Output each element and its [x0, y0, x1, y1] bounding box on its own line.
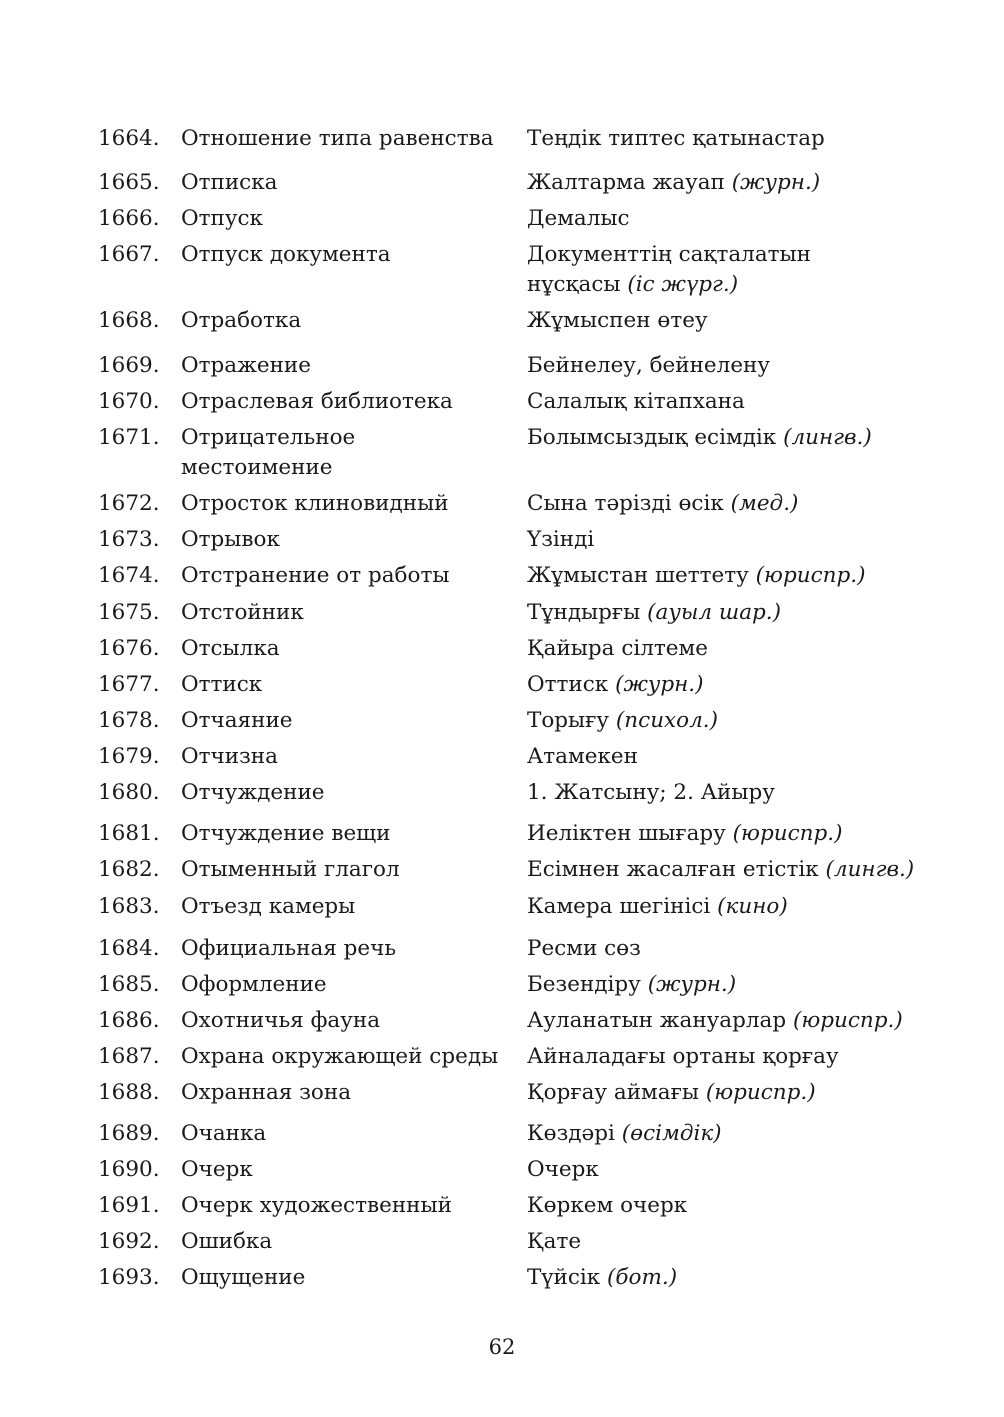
russian-term-line: Охотничья фауна: [181, 1008, 381, 1033]
kazakh-term: [527, 525, 947, 555]
kazakh-term-text: Камера шегінісі: [527, 894, 711, 919]
kazakh-term: [527, 1119, 947, 1149]
kazakh-term: [527, 168, 947, 198]
usage-label: (лингв.): [783, 425, 872, 450]
kazakh-term-line: [527, 742, 947, 772]
usage-label: (юриспр.): [755, 563, 866, 588]
kazakh-term-text: Очерк: [527, 1157, 599, 1182]
russian-term: [181, 670, 511, 700]
kazakh-term: [527, 934, 947, 964]
kazakh-term-text: Көздәрі: [527, 1121, 615, 1146]
russian-term-line: Отчаяние: [181, 708, 293, 733]
russian-term-line: Отчуждение вещи: [181, 821, 391, 846]
kazakh-term-line: [527, 204, 947, 234]
russian-term-line: Отчизна: [181, 744, 278, 769]
kazakh-term-text: Айналадағы ортаны қорғау: [527, 1044, 839, 1069]
entry-number: 1676.: [98, 636, 160, 661]
kazakh-term: [527, 819, 947, 849]
kazakh-term-text: Теңдік типтес қатынастар: [527, 126, 825, 151]
entry-number: 1671.: [98, 425, 160, 450]
usage-label: (журн.): [615, 672, 704, 697]
russian-term-line: Оформление: [181, 972, 327, 997]
entry-number: 1685.: [98, 972, 160, 997]
russian-term: [181, 706, 511, 736]
kazakh-term-text: Сына тәрізді өсік: [527, 491, 724, 516]
russian-term-line: местоимение: [181, 455, 333, 480]
russian-term: [181, 204, 511, 234]
kazakh-term: [527, 423, 947, 453]
usage-label: (лингв.): [825, 857, 915, 882]
kazakh-term-line: [527, 1263, 947, 1293]
russian-term-line: Отрывок: [181, 527, 280, 552]
kazakh-term-text: Қате: [527, 1229, 582, 1254]
usage-label: (іс жүрг.): [627, 272, 739, 297]
russian-term-line: Отражение: [181, 353, 311, 378]
russian-term-line: Охрана окружающей среды: [181, 1044, 499, 1069]
russian-term-line: Очерк: [181, 1157, 253, 1182]
russian-term-line: Отрицательное: [181, 425, 356, 450]
kazakh-term: [527, 892, 947, 922]
kazakh-term: [527, 561, 947, 591]
russian-term: [181, 525, 511, 555]
kazakh-term-text: Торығу: [527, 708, 610, 733]
russian-term: [181, 1191, 511, 1221]
russian-term: [181, 387, 511, 417]
russian-term: [181, 124, 511, 154]
entry-number: 1669.: [98, 353, 160, 378]
russian-term-line: Отчуждение: [181, 780, 325, 805]
usage-label: (мед.): [730, 491, 799, 516]
kazakh-term-text: Бейнелеу, бейнелену: [527, 353, 771, 378]
kazakh-term-line: [527, 351, 947, 381]
kazakh-term: [527, 706, 947, 736]
kazakh-term-text: нұсқасы: [527, 272, 621, 297]
kazakh-term-line: [527, 934, 947, 964]
entry-number: 1682.: [98, 857, 160, 882]
entry-number: 1688.: [98, 1080, 160, 1105]
kazakh-term: [527, 1263, 947, 1293]
entry-number: 1686.: [98, 1008, 160, 1033]
kazakh-term-line: [527, 387, 947, 417]
kazakh-term-line: [527, 1191, 947, 1221]
usage-label: (юриспр.): [792, 1008, 903, 1033]
russian-term: [181, 634, 511, 664]
entry-number: 1666.: [98, 206, 160, 231]
kazakh-term-line: [527, 525, 947, 555]
russian-term: [181, 970, 511, 1000]
kazakh-term-text: Жұмыстан шеттету: [527, 563, 749, 588]
kazakh-term: [527, 306, 947, 336]
kazakh-term-line: [527, 423, 947, 453]
russian-term-line: Охранная зона: [181, 1080, 352, 1105]
kazakh-term: [527, 1078, 947, 1108]
entry-number: 1678.: [98, 708, 160, 733]
kazakh-term-text: Документтің сақталатын: [527, 242, 811, 267]
kazakh-term: [527, 204, 947, 234]
russian-term-line: Отпуск: [181, 206, 263, 231]
entry-number: 1687.: [98, 1044, 160, 1069]
entry-number: 1664.: [98, 126, 160, 151]
kazakh-term-line: [527, 270, 947, 300]
russian-term: [181, 1263, 511, 1293]
kazakh-term: [527, 598, 947, 628]
russian-term: [181, 1078, 511, 1108]
russian-term-line: Ощущение: [181, 1265, 306, 1290]
russian-term-line: Отстранение от работы: [181, 563, 450, 588]
entry-number: 1680.: [98, 780, 160, 805]
usage-label: (кино): [717, 894, 788, 919]
russian-term-line: Отыменный глагол: [181, 857, 400, 882]
kazakh-term-line: [527, 489, 947, 519]
russian-term: [181, 892, 511, 922]
russian-term: [181, 351, 511, 381]
kazakh-term: [527, 778, 947, 808]
kazakh-term-line: [527, 634, 947, 664]
kazakh-term-line: [527, 240, 947, 270]
kazakh-term: [527, 670, 947, 700]
usage-label: (журн.): [647, 972, 737, 997]
usage-label: (ауыл шар.): [647, 600, 782, 625]
kazakh-term-line: [527, 1078, 947, 1108]
kazakh-term-text: Көркем очерк: [527, 1193, 688, 1218]
kazakh-term: [527, 1191, 947, 1221]
russian-term-line: Отъезд камеры: [181, 894, 356, 919]
russian-term: [181, 1155, 511, 1185]
kazakh-term: [527, 1227, 947, 1257]
kazakh-term-text: 1. Жатсыну; 2. Айыру: [527, 780, 775, 805]
kazakh-term-text: Болымсыздық есімдік: [527, 425, 777, 450]
kazakh-term: [527, 124, 947, 154]
russian-term-line: Ошибка: [181, 1229, 273, 1254]
kazakh-term-text: Демалыс: [527, 206, 630, 231]
entry-number: 1683.: [98, 894, 160, 919]
usage-label: (журн.): [731, 170, 821, 195]
entry-number: 1684.: [98, 936, 160, 961]
kazakh-term-line: [527, 561, 947, 591]
entry-number: 1673.: [98, 527, 160, 552]
kazakh-term-line: [527, 1006, 947, 1036]
kazakh-term-line: [527, 706, 947, 736]
kazakh-term-text: Түйсік: [527, 1265, 601, 1290]
entry-number: 1692.: [98, 1229, 160, 1254]
entry-number: 1665.: [98, 170, 160, 195]
page-number: 62: [488, 1335, 516, 1359]
usage-label: (бот.): [607, 1265, 678, 1290]
kazakh-term: [527, 387, 947, 417]
entry-number: 1672.: [98, 491, 160, 516]
entry-number: 1690.: [98, 1157, 160, 1182]
russian-term: [181, 561, 511, 591]
kazakh-term-line: [527, 1119, 947, 1149]
entry-number: 1689.: [98, 1121, 160, 1146]
kazakh-term: [527, 1155, 947, 1185]
russian-term: [181, 855, 511, 885]
entry-number: 1675.: [98, 600, 160, 625]
kazakh-term-text: Есімнен жасалған етістік: [527, 857, 819, 882]
entry-number: 1681.: [98, 821, 160, 846]
kazakh-term: [527, 489, 947, 519]
entry-number: 1679.: [98, 744, 160, 769]
russian-term-line: Официальная речь: [181, 936, 397, 961]
russian-term-line: Отстойник: [181, 600, 304, 625]
kazakh-term-line: [527, 124, 947, 154]
russian-term: [181, 306, 511, 336]
kazakh-term-text: Үзінді: [527, 527, 595, 552]
kazakh-term-text: Ресми сөз: [527, 936, 641, 961]
russian-term: [181, 1042, 511, 1072]
russian-term-line: Отношение типа равенства: [181, 126, 494, 151]
kazakh-term-line: [527, 892, 947, 922]
kazakh-term-line: [527, 819, 947, 849]
entry-number: 1693.: [98, 1265, 160, 1290]
kazakh-term-line: [527, 970, 947, 1000]
kazakh-term-text: Атамекен: [527, 744, 638, 769]
russian-term-line: Очанка: [181, 1121, 267, 1146]
kazakh-term: [527, 351, 947, 381]
russian-term: [181, 423, 511, 483]
kazakh-term-line: [527, 1227, 947, 1257]
kazakh-term-text: Ауланатын жануарлар: [527, 1008, 787, 1033]
russian-term: [181, 240, 511, 270]
kazakh-term: [527, 1006, 947, 1036]
entry-number: 1691.: [98, 1193, 160, 1218]
entry-number: 1670.: [98, 389, 160, 414]
kazakh-term: [527, 240, 947, 300]
kazakh-term-line: [527, 598, 947, 628]
kazakh-term-text: Иеліктен шығару: [527, 821, 726, 846]
russian-term: [181, 598, 511, 628]
kazakh-term-text: Жалтарма жауап: [527, 170, 725, 195]
kazakh-term-line: [527, 168, 947, 198]
usage-label: (юриспр.): [705, 1080, 816, 1105]
russian-term: [181, 819, 511, 849]
kazakh-term-text: Оттиск: [527, 672, 609, 697]
russian-term: [181, 1006, 511, 1036]
kazakh-term: [527, 970, 947, 1000]
entry-number: 1674.: [98, 563, 160, 588]
russian-term-line: Очерк художественный: [181, 1193, 452, 1218]
russian-term-line: Отпуск документа: [181, 242, 391, 267]
russian-term: [181, 1119, 511, 1149]
kazakh-term-line: [527, 670, 947, 700]
kazakh-term-text: Безендіру: [527, 972, 641, 997]
kazakh-term-text: Қорғау аймағы: [527, 1080, 699, 1105]
kazakh-term-text: Қайыра сілтеме: [527, 636, 708, 661]
russian-term: [181, 778, 511, 808]
entry-number: 1677.: [98, 672, 160, 697]
kazakh-term-line: [527, 1155, 947, 1185]
usage-label: (психол.): [615, 708, 719, 733]
kazakh-term-text: Жұмыспен өтеу: [527, 308, 708, 333]
russian-term: [181, 742, 511, 772]
russian-term-line: Отработка: [181, 308, 302, 333]
russian-term: [181, 489, 511, 519]
russian-term-line: Отросток клиновидный: [181, 491, 449, 516]
kazakh-term-text: Салалық кітапхана: [527, 389, 745, 414]
kazakh-term: [527, 634, 947, 664]
russian-term: [181, 168, 511, 198]
russian-term-line: Отписка: [181, 170, 278, 195]
russian-term: [181, 934, 511, 964]
usage-label: (өсімдік): [621, 1121, 722, 1146]
russian-term-line: Отсылка: [181, 636, 280, 661]
kazakh-term-line: [527, 1042, 947, 1072]
kazakh-term-text: Тұндырғы: [527, 600, 641, 625]
russian-term-line: Отраслевая библиотека: [181, 389, 453, 414]
kazakh-term: [527, 1042, 947, 1072]
russian-term-line: Оттиск: [181, 672, 263, 697]
kazakh-term-line: [527, 778, 947, 808]
entry-number: 1667.: [98, 242, 160, 267]
kazakh-term: [527, 742, 947, 772]
kazakh-term-line: [527, 306, 947, 336]
entry-number: 1668.: [98, 308, 160, 333]
usage-label: (юриспр.): [732, 821, 843, 846]
kazakh-term: [527, 855, 947, 885]
kazakh-term-line: [527, 855, 947, 885]
russian-term: [181, 1227, 511, 1257]
